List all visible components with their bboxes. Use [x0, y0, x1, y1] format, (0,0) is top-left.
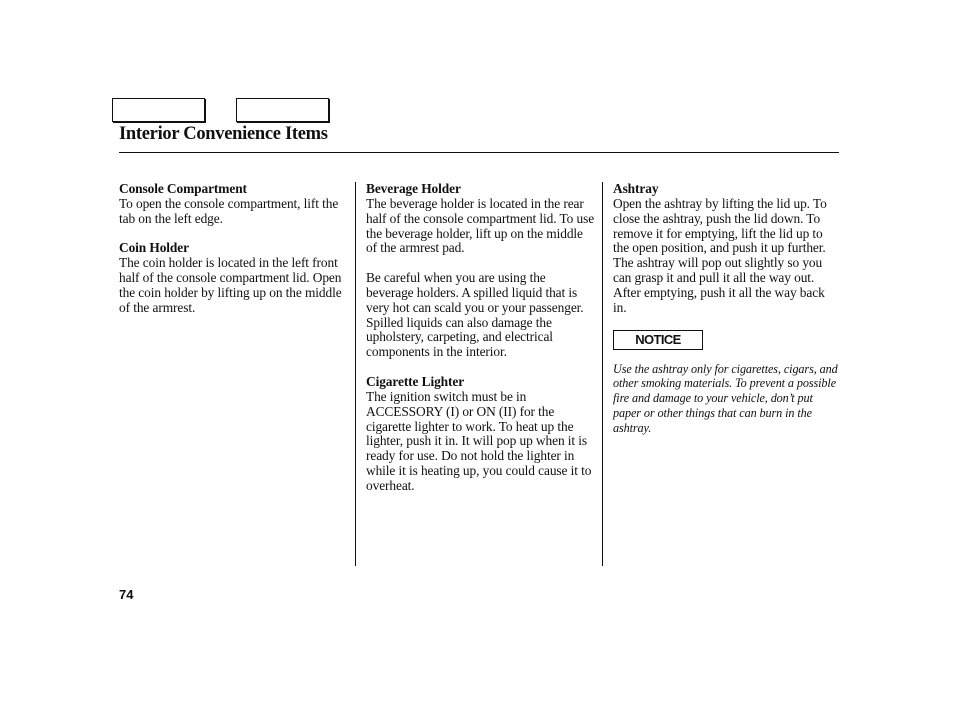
beverage-holder-warning: Be careful when you are using the beverage holders. A spilled liquid that is very hot can scald you or your passenger. Spilled liquids can also damage the upholstery, carpeting, and electrical components in the interior. [366, 270, 584, 360]
ashtray-notice-text: Use the ashtray only for cigarettes, cigars, and other smoking materials. To prevent a possible fire and damage to your vehicle, don’t put paper or other things that can burn in the ashtray. [613, 361, 838, 435]
notice-badge: NOTICE [613, 330, 703, 350]
column-middle [366, 182, 596, 494]
coin-holder-heading: Coin Holder [119, 240, 189, 256]
nav-index-button[interactable] [236, 98, 329, 122]
console-compartment-heading: Console Compartment [119, 181, 247, 196]
nav-main-menu-button[interactable] [112, 98, 205, 122]
page-title: Interior Convenience Items [119, 124, 328, 144]
cigarette-lighter-text: The ignition switch must be in ACCESSORY (I) or ON (II) for the cigarette lighter to work. To heat up the lighter, push it in. It will pop up when it is ready for use. Do not hold the lighter in while it is heating up, you could cause it to overheat. [366, 388, 592, 493]
coin-holder-text: The coin holder is located in the left front half of the console compartment lid. Open the coin holder by lifting up on the middle of the armrest. [119, 255, 342, 315]
ashtray-text: Open the ashtray by lifting the lid up. To close the ashtray, push the lid down. To remove it for emptying, lift the lid up to the open position, and push it up further. The ashtray will pop out slightly so you can grasp it and pull it all the way out. After emptying, push it all the way back in. [613, 195, 827, 315]
cigarette-lighter-heading: Cigarette Lighter [366, 373, 465, 389]
console-compartment-text: To open the console compartment, lift the tab on the left edge. [119, 195, 339, 226]
beverage-holder-text: The beverage holder is located in the rear half of the console compartment lid. To use the beverage holder, lift up on the middle of the armrest pad. [366, 195, 595, 256]
title-rule [119, 152, 839, 153]
column-divider [355, 182, 356, 566]
page-number: 74 [119, 587, 134, 602]
column-left [119, 182, 345, 316]
ashtray-heading: Ashtray [613, 181, 659, 196]
column-right [613, 182, 841, 436]
column-divider [602, 182, 603, 566]
beverage-holder-heading: Beverage Holder [366, 181, 461, 196]
